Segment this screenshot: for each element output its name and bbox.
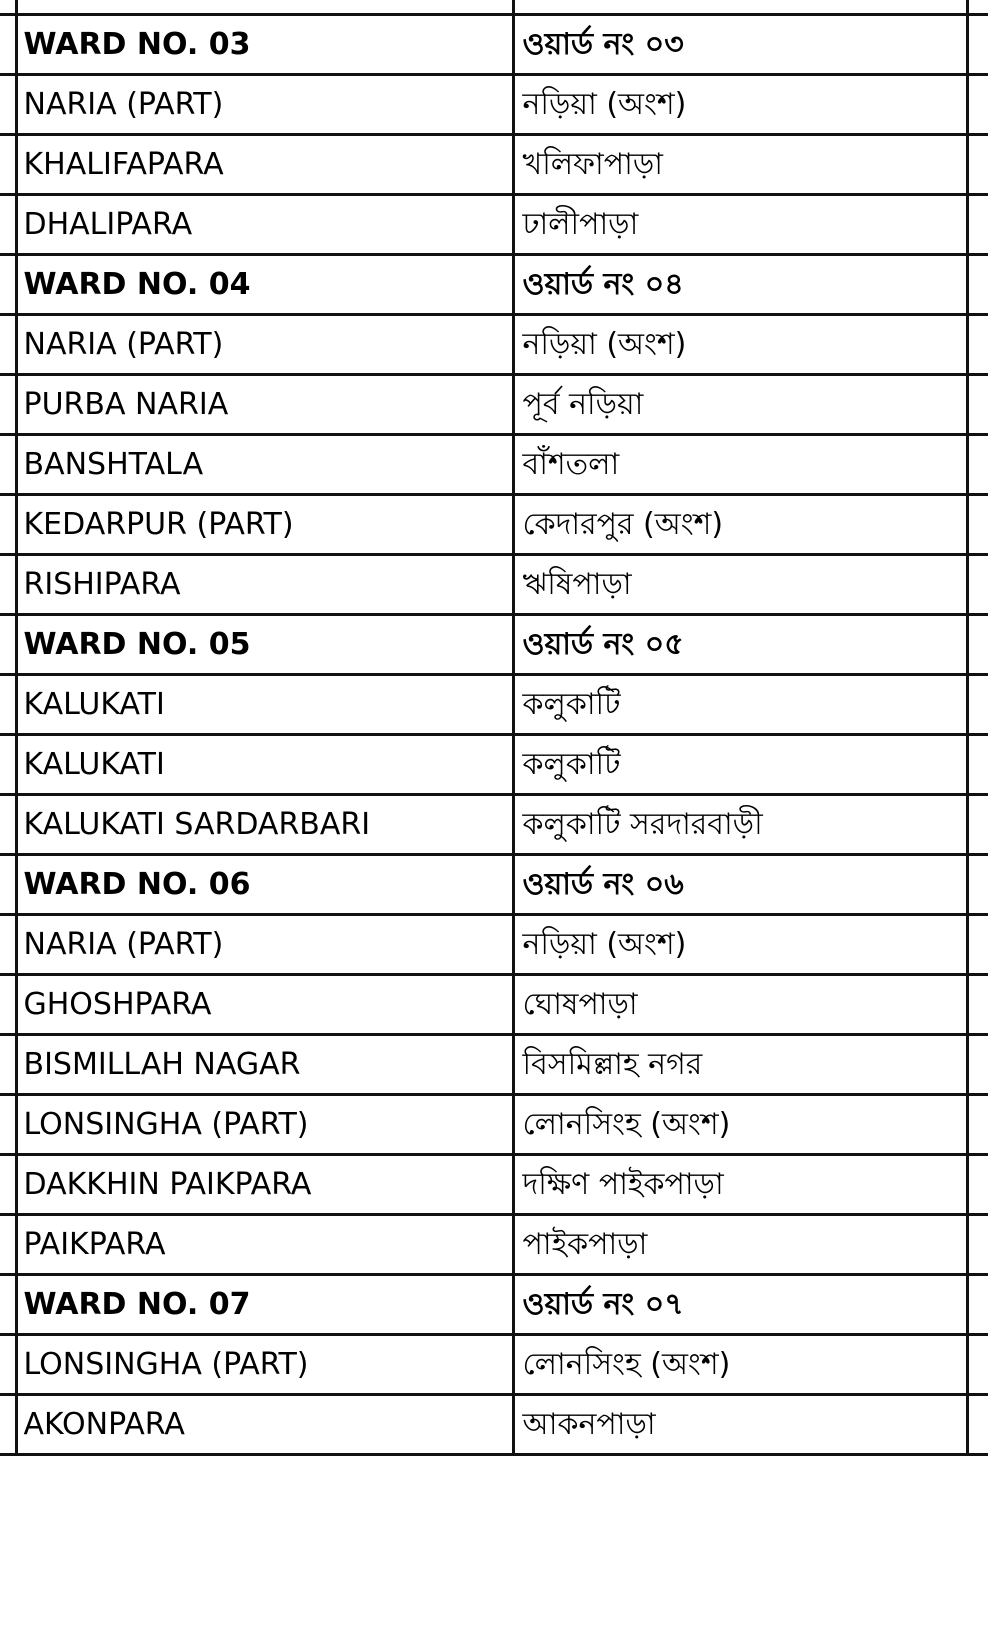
left-edge-cell	[0, 254, 16, 314]
locality-name-english: KHALIFAPARA	[16, 134, 513, 194]
locality-name-bengali: আকনপাড়া	[513, 1394, 967, 1454]
locality-name-bengali: কলুকাটি	[513, 674, 967, 734]
right-edge-cell	[967, 914, 988, 974]
locality-name-english: NARIA (PART)	[16, 914, 513, 974]
right-edge-cell	[967, 1214, 988, 1274]
ward-title-english: WARD NO. 05	[16, 614, 513, 674]
ward-title-english: WARD NO. 03	[16, 14, 513, 74]
locality-row	[0, 1214, 988, 1274]
locality-name-bengali: পূর্ব নড়িয়া	[513, 374, 967, 434]
left-edge-cell	[0, 794, 16, 854]
locality-row	[0, 494, 988, 554]
locality-row	[0, 1334, 988, 1394]
locality-row	[0, 194, 988, 254]
locality-name-english: KALUKATI	[16, 674, 513, 734]
locality-name-english: KALUKATI	[16, 734, 513, 794]
left-edge-cell	[0, 554, 16, 614]
left-edge-cell	[0, 374, 16, 434]
right-edge-cell	[967, 314, 988, 374]
locality-name-english: LONSINGHA (PART)	[16, 1094, 513, 1154]
left-edge-cell	[0, 494, 16, 554]
left-edge-cell	[0, 854, 16, 914]
locality-name-bengali: কলুকাটি	[513, 734, 967, 794]
left-edge-cell	[0, 734, 16, 794]
left-edge-cell	[0, 1034, 16, 1094]
right-edge-cell	[967, 734, 988, 794]
right-edge-cell	[967, 554, 988, 614]
left-edge-cell	[0, 134, 16, 194]
left-edge-cell	[0, 14, 16, 74]
right-edge-cell	[967, 614, 988, 674]
right-edge-cell	[967, 794, 988, 854]
right-edge-cell	[967, 254, 988, 314]
locality-row	[0, 554, 988, 614]
right-edge-cell	[967, 1274, 988, 1334]
left-edge-cell	[0, 314, 16, 374]
left-edge-cell	[0, 1394, 16, 1454]
locality-name-english: KEDARPUR (PART)	[16, 494, 513, 554]
cut-off-right-edge-cell	[967, 0, 988, 14]
right-edge-cell	[967, 1334, 988, 1394]
ward-title-bengali: ওয়ার্ড নং ০৭	[513, 1274, 967, 1334]
ward-header-row	[0, 1274, 988, 1334]
locality-name-bengali: নড়িয়া (অংশ)	[513, 314, 967, 374]
locality-name-english: PURBA NARIA	[16, 374, 513, 434]
left-edge-cell	[0, 614, 16, 674]
locality-name-english: DAKKHIN PAIKPARA	[16, 1154, 513, 1214]
right-edge-cell	[967, 1094, 988, 1154]
locality-name-english: KALUKATI SARDARBARI	[16, 794, 513, 854]
ward-header-row	[0, 14, 988, 74]
locality-name-bengali: ঘোষপাড়া	[513, 974, 967, 1034]
left-edge-cell	[0, 74, 16, 134]
locality-name-english: DHALIPARA	[16, 194, 513, 254]
locality-name-bengali: ঢালীপাড়া	[513, 194, 967, 254]
locality-name-english: NARIA (PART)	[16, 314, 513, 374]
locality-name-bengali: ঋষিপাড়া	[513, 554, 967, 614]
ward-title-english: WARD NO. 04	[16, 254, 513, 314]
locality-name-english: PAIKPARA	[16, 1214, 513, 1274]
locality-name-english: BANSHTALA	[16, 434, 513, 494]
right-edge-cell	[967, 134, 988, 194]
locality-name-english: AKONPARA	[16, 1394, 513, 1454]
ward-title-bengali: ওয়ার্ড নং ০৫	[513, 614, 967, 674]
left-edge-cell	[0, 434, 16, 494]
locality-row	[0, 974, 988, 1034]
locality-row	[0, 734, 988, 794]
ward-title-bengali: ওয়ার্ড নং ০৬	[513, 854, 967, 914]
right-edge-cell	[967, 1034, 988, 1094]
right-edge-cell	[967, 434, 988, 494]
locality-name-bengali: খলিফাপাড়া	[513, 134, 967, 194]
cut-off-bengali-cell	[513, 0, 967, 14]
locality-row	[0, 74, 988, 134]
right-edge-cell	[967, 1394, 988, 1454]
right-edge-cell	[967, 674, 988, 734]
ward-header-row	[0, 854, 988, 914]
cut-off-left-edge-cell	[0, 0, 16, 14]
locality-name-bengali: লোনসিংহ (অংশ)	[513, 1094, 967, 1154]
right-edge-cell	[967, 1154, 988, 1214]
left-edge-cell	[0, 1154, 16, 1214]
locality-name-bengali: বিসমিল্লাহ নগর	[513, 1034, 967, 1094]
locality-row	[0, 674, 988, 734]
left-edge-cell	[0, 1334, 16, 1394]
locality-row	[0, 134, 988, 194]
right-edge-cell	[967, 14, 988, 74]
left-edge-cell	[0, 974, 16, 1034]
ward-title-bengali: ওয়ার্ড নং ০৪	[513, 254, 967, 314]
locality-name-english: RISHIPARA	[16, 554, 513, 614]
locality-name-bengali: কেদারপুর (অংশ)	[513, 494, 967, 554]
right-edge-cell	[967, 854, 988, 914]
locality-name-bengali: লোনসিংহ (অংশ)	[513, 1334, 967, 1394]
locality-name-bengali: দক্ষিণ পাইকপাড়া	[513, 1154, 967, 1214]
locality-row	[0, 1034, 988, 1094]
right-edge-cell	[967, 74, 988, 134]
locality-row	[0, 1394, 988, 1454]
left-edge-cell	[0, 674, 16, 734]
locality-name-english: BISMILLAH NAGAR	[16, 1034, 513, 1094]
left-edge-cell	[0, 194, 16, 254]
left-edge-cell	[0, 914, 16, 974]
right-edge-cell	[967, 974, 988, 1034]
right-edge-cell	[967, 374, 988, 434]
locality-row	[0, 1154, 988, 1214]
locality-name-bengali: নড়িয়া (অংশ)	[513, 914, 967, 974]
left-edge-cell	[0, 1214, 16, 1274]
locality-name-bengali: বাঁশতলা	[513, 434, 967, 494]
ward-header-row	[0, 614, 988, 674]
ward-title-bengali: ওয়ার্ড নং ০৩	[513, 14, 967, 74]
right-edge-cell	[967, 494, 988, 554]
cut-off-english-cell	[16, 0, 513, 14]
locality-name-english: NARIA (PART)	[16, 74, 513, 134]
left-edge-cell	[0, 1274, 16, 1334]
locality-name-english: GHOSHPARA	[16, 974, 513, 1034]
locality-row	[0, 794, 988, 854]
locality-row	[0, 314, 988, 374]
locality-name-english: LONSINGHA (PART)	[16, 1334, 513, 1394]
right-edge-cell	[967, 194, 988, 254]
locality-row	[0, 434, 988, 494]
ward-title-english: WARD NO. 07	[16, 1274, 513, 1334]
locality-row	[0, 1094, 988, 1154]
locality-name-bengali: নড়িয়া (অংশ)	[513, 74, 967, 134]
ward-title-english: WARD NO. 06	[16, 854, 513, 914]
locality-row	[0, 374, 988, 434]
locality-name-bengali: পাইকপাড়া	[513, 1214, 967, 1274]
locality-name-bengali: কলুকাটি সরদারবাড়ী	[513, 794, 967, 854]
cut-off-top-row	[0, 0, 988, 14]
ward-header-row	[0, 254, 988, 314]
left-edge-cell	[0, 1094, 16, 1154]
locality-row	[0, 914, 988, 974]
